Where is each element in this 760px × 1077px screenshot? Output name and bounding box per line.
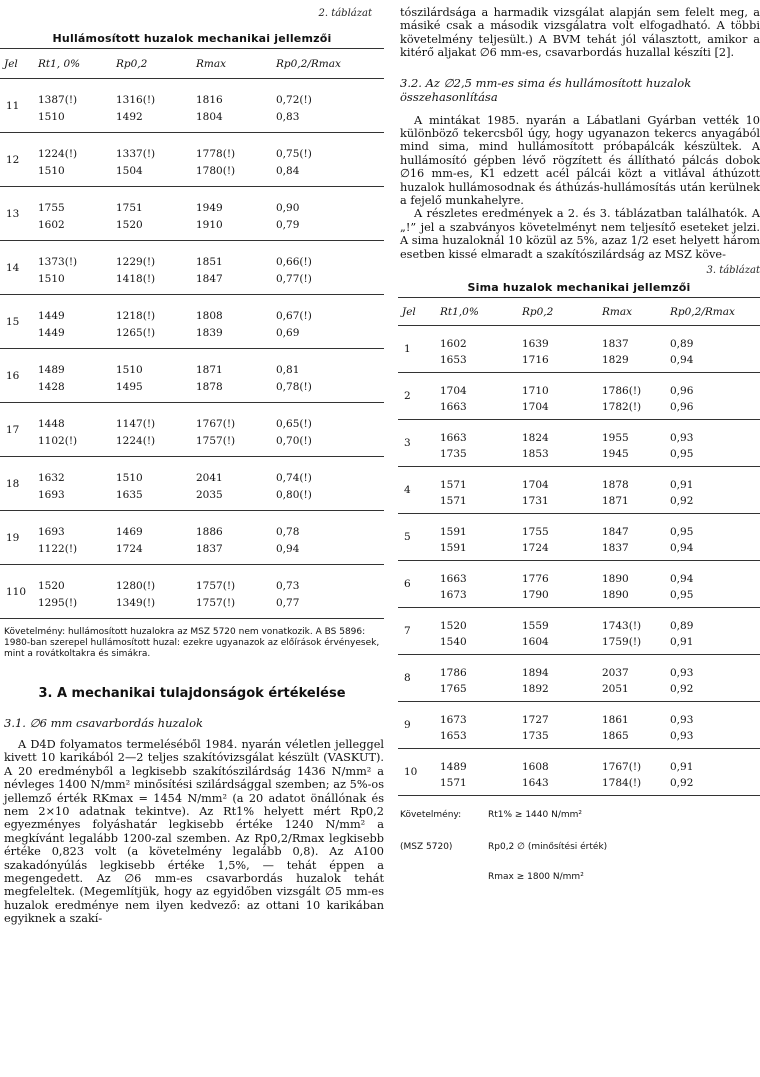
table-row [398,326,760,352]
table-cell: 0,90 [276,201,300,214]
table-cell: 0,94 [666,540,760,561]
table-cell: 1653 [436,728,518,749]
table-cell: 0,66(!) [276,255,312,268]
table-row [398,540,760,561]
table-cell: 1786 [440,666,467,679]
table-cell: 1510 [34,271,112,295]
table-cell: 1540 [436,634,518,655]
table-cell: 1878 [602,478,629,491]
table-row [398,514,760,540]
table-cell: 0,74(!) [276,471,312,484]
table-row [398,352,760,373]
table-cell: 1727 [522,713,549,726]
table-cell: 1871 [196,363,223,376]
table-row [398,608,760,634]
table2-header-rmax: Rmax [192,49,272,79]
table-cell: 1635 [112,487,192,511]
req-standard: (MSZ 5720) [400,842,453,853]
table-row [398,749,760,775]
table-cell: 1837 [598,540,666,561]
table-cell: 1295(!) [34,595,112,619]
table-cell: 1122(!) [34,541,112,565]
table-row [0,295,384,325]
left-column [0,0,384,926]
table3-header-ratio: Rp0,2/Rmax [666,298,760,326]
table-cell: 1373(!) [38,255,78,268]
table-cell: 1767(!) [602,760,642,773]
row-jel: 7 [398,608,436,655]
table-cell: 1489 [38,363,65,376]
table-row [0,565,384,595]
section-heading: 3. A mechanikai tulajdonságok értékelése [38,686,346,701]
table-cell: 1804 [192,109,272,133]
table-cell: 1759(!) [598,634,666,655]
table-cell: 0,70(!) [272,433,384,457]
table-cell: 0,77(!) [272,271,384,295]
table-cell: 1218(!) [116,309,156,322]
table-cell: 0,78 [276,525,300,538]
table-cell: 2051 [598,681,666,702]
table-cell: 0,93 [670,666,694,679]
table-row [0,79,384,109]
table3-requirements [398,808,760,896]
table-cell: 1520 [38,579,65,592]
table-cell: 1892 [518,681,598,702]
table-cell: 1776 [522,572,549,585]
table-cell: 0,92 [666,681,760,702]
table3-header-row [398,298,760,326]
row-jel: 11 [0,79,34,133]
table-row [0,457,384,487]
paragraph-3-2b: A részletes eredmények a 2. és 3. táblázatban találhatók. A „!” jel a szabványos követelményt nem teljesítő eseteket jelzi. A sima huzaloknál 10 közül az 5%, azaz 1/2 eset helyett három esetben kissé elmaradt a szakítószilárdság az MSZ köve- [400,207,760,261]
table-cell: 1743(!) [602,619,642,632]
table-cell: 1724 [518,540,598,561]
table-cell: 1449 [34,325,112,349]
table-cell: 1387(!) [38,93,78,106]
table-cell: 1790 [518,587,598,608]
table-cell: 1280(!) [116,579,156,592]
table-cell: 1602 [34,217,112,241]
table-cell: 1778(!) [196,147,236,160]
table-cell: 1861 [602,713,629,726]
table3-header-jel: Jel [398,298,436,326]
table-cell: 1847 [192,271,272,295]
table2-header-row [0,49,384,79]
table-cell: 2041 [196,471,223,484]
table-cell: 1757(!) [192,433,272,457]
table-cell: 0,81 [276,363,300,376]
table2-header-rt: Rt1, 0% [34,49,112,79]
table-cell: 0,93 [670,431,694,444]
table-cell: 0,92 [666,493,760,514]
table-row [398,373,760,399]
table-cell: 1643 [518,775,598,796]
table-cell: 1755 [522,525,549,538]
table-row [398,775,760,796]
table-cell: 1890 [598,587,666,608]
table-cell: 1510 [116,363,143,376]
table3-header-rt: Rt1,0% [436,298,518,326]
table-cell: 1639 [522,337,549,350]
table-cell: 1229(!) [116,255,156,268]
table-cell: 2035 [192,487,272,511]
table-row [0,241,384,271]
table3-title: Sima huzalok mechanikai jellemzői [467,281,691,295]
table-row [398,681,760,702]
table-cell: 1878 [192,379,272,403]
table2-number: 2. táblázat [318,8,372,19]
table-cell: 1784(!) [598,775,666,796]
table-cell: 0,79 [272,217,384,241]
row-jel: 4 [398,467,436,514]
table-cell: 0,91 [670,478,694,491]
table-cell: 0,84 [272,163,384,187]
table-row [0,187,384,217]
table-cell: 1418(!) [112,271,192,295]
table-cell: 1510 [34,163,112,187]
table-cell: 1731 [518,493,598,514]
table-cell: 1910 [192,217,272,241]
table-cell: 1780(!) [192,163,272,187]
table-cell: 1653 [436,352,518,373]
table-cell: 0,65(!) [276,417,312,430]
table-cell: 1316(!) [116,93,156,106]
table-cell: 1102(!) [34,433,112,457]
table2-title: Hullámosított huzalok mechanikai jellemzői [52,32,332,45]
table-row [398,728,760,749]
table-cell: 1765 [436,681,518,702]
table-cell: 0,72(!) [276,93,312,106]
table3-header-rmax: Rmax [598,298,666,326]
table-cell: 1492 [112,109,192,133]
table-cell: 1510 [116,471,143,484]
row-jel: 5 [398,514,436,561]
row-jel: 9 [398,702,436,749]
row-jel: 16 [0,349,34,403]
table-cell: 1489 [440,760,467,773]
table-cell: 1847 [602,525,629,538]
table-cell: 1602 [440,337,467,350]
row-jel: 8 [398,655,436,702]
table-cell: 0,78(!) [272,379,384,403]
table-cell: 1704 [522,478,549,491]
table-row [0,163,384,187]
table3-header-rp: Rp0,2 [518,298,598,326]
table-cell: 1591 [436,540,518,561]
table-cell: 1448 [38,417,65,430]
table-cell: 1839 [192,325,272,349]
table-cell: 0,83 [272,109,384,133]
table-row [398,493,760,514]
table-cell: 1693 [34,487,112,511]
paragraph-3-2a: A mintákat 1985. nyarán a Lábatlani Gyárban vették 10 különböző tekercsből úgy, hogy ugyanazon tekercs anyagából mind sima, mind hullámosított próbapálcák készültek. A hullámosító gépben lévő rögzített és állítható pálcás dobok ∅16 mm-es, K1 edzett acél pálcái közt a vitlával áthúzott huzalok hullámosodnak és áthúzás-hullámosítás után kerülnek a fejelő munkahelyre. [400,113,760,208]
table-cell: 0,75(!) [276,147,312,160]
table-cell: 1816 [196,93,223,106]
row-jel: 19 [0,511,34,565]
table-cell: 1886 [196,525,223,538]
table-cell: 1663 [440,431,467,444]
table-cell: 1786(!) [602,384,642,397]
table-cell: 1449 [38,309,65,322]
table-cell: 0,96 [666,399,760,420]
table-cell: 1751 [116,201,143,214]
paragraph-3-1: A D4D folyamatos termeléséből 1984. nyarán véletlen jelleggel kivett 10 karikából 2—2 teljes szakítóvizsgálat készült (VASKUT). A 20 eredményből a legkisebb szakítószilárdság 1436 N/mm² a névleges 1400 N/mm² minősítési szilárdsággal szemben; az 5%-os jellemző érték RKmax = 1454 N/mm² (a 20 adatot önállónak és nem 2×10 adatnak tekintve). Az Rt1% helyett mért Rp0,2 egyezményes folyáshatár legkisebb értéke 1240 N/mm² a megkívánt legalább 1200-zal szemben. Az Rp0,2/Rmax legkisebb értéke 0,823 volt (a követelmény legalább 0,8). Az A100 szakadónyúlás legkisebb értéke 1,5%, — tehát éppen a megengedett. Az ∅6 mm-es csavarbordás huzalok tehát megfeleltek. (Megemlítjük, hogy az egyidőben vizsgált ∅5 mm-es huzalok eredménye nem ilyen kedvező: az ottani 10 karikában egyiknek a szakí- [4,738,384,926]
table-cell: 1591 [440,525,467,538]
table-cell: 1782(!) [598,399,666,420]
table-cell: 1955 [602,431,629,444]
table-cell: 1871 [598,493,666,514]
table-row [0,511,384,541]
row-jel: 15 [0,295,34,349]
table-cell: 1808 [196,309,223,322]
subsection-heading-3-1: 3.1. ∅6 mm csavarbordás huzalok [4,716,203,730]
table-cell: 0,96 [670,384,694,397]
table3 [398,297,760,796]
table-row [0,271,384,295]
table2-header-jel: Jel [0,49,34,79]
table-cell: 1224(!) [112,433,192,457]
table-cell: 0,73 [276,579,300,592]
table-row [0,379,384,403]
table-cell: 1147(!) [116,417,156,430]
table-row [398,561,760,587]
table2-note: Követelmény: hullámosított huzalokra az MSZ 5720 nem vonatkozik. A BS 5896: 1980-ban szerepel hullámosított huzal: ezekre ugyanazok az előírások érvényesek, mint a rovátkoltakra és simákra. [4,627,380,659]
table-cell: 1829 [598,352,666,373]
table-cell: 1865 [598,728,666,749]
table-cell: 1673 [436,587,518,608]
table-row [398,587,760,608]
table-cell: 1504 [112,163,192,187]
table-cell: 0,92 [666,775,760,796]
table-cell: 1510 [34,109,112,133]
table-row [398,655,760,681]
table-cell: 1663 [436,399,518,420]
table-cell: 0,95 [670,525,694,538]
table-row [0,403,384,433]
row-jel: 6 [398,561,436,608]
table-cell: 0,95 [666,587,760,608]
table2-header-rp: Rp0,2 [112,49,192,79]
table-cell: 1265(!) [112,325,192,349]
table-cell: 0,95 [666,446,760,467]
table-row [0,349,384,379]
row-jel: 10 [398,749,436,796]
table-cell: 1851 [196,255,223,268]
table-cell: 1894 [522,666,549,679]
table-cell: 1755 [38,201,65,214]
table-cell: 1704 [440,384,467,397]
table-row [398,467,760,493]
table-cell: 0,94 [666,352,760,373]
table-row [0,133,384,163]
table-cell: 0,91 [666,634,760,655]
table-cell: 1767(!) [196,417,236,430]
table2 [0,48,384,619]
table-row [398,446,760,467]
table-cell: 1757(!) [196,579,236,592]
table-cell: 1349(!) [112,595,192,619]
table-row [398,420,760,446]
row-jel: 1 [398,326,436,373]
table-row [0,109,384,133]
table-row [0,541,384,565]
row-jel: 2 [398,373,436,420]
table-cell: 0,93 [666,728,760,749]
table-cell: 0,67(!) [276,309,312,322]
table-cell: 1890 [602,572,629,585]
table-cell: 1757(!) [192,595,272,619]
row-jel: 3 [398,420,436,467]
table-cell: 1716 [518,352,598,373]
req-rp: Rp0,2 ∅ (minősítési érték) [488,842,608,853]
table-cell: 1559 [522,619,549,632]
row-jel: 18 [0,457,34,511]
row-jel: 14 [0,241,34,295]
table-cell: 1571 [440,478,467,491]
table-cell: 1735 [518,728,598,749]
table-cell: 0,94 [272,541,384,565]
table-cell: 1428 [34,379,112,403]
table-row [0,487,384,511]
table-cell: 1604 [518,634,598,655]
table-cell: 1469 [116,525,143,538]
table-cell: 0,77 [272,595,384,619]
table-cell: 1945 [598,446,666,467]
table-cell: 1710 [522,384,549,397]
req-rmax: Rmax ≥ 1800 N/mm² [488,872,584,883]
req-label: Követelmény: [400,810,462,821]
table-cell: 1571 [436,493,518,514]
table-cell: 1837 [192,541,272,565]
table-cell: 0,94 [670,572,694,585]
row-jel: 13 [0,187,34,241]
table-cell: 1837 [602,337,629,350]
table-cell: 1224(!) [38,147,78,160]
row-jel: 12 [0,133,34,187]
right-column [398,0,760,896]
table-cell: 1632 [38,471,65,484]
table-cell: 1571 [436,775,518,796]
table-cell: 2037 [602,666,629,679]
req-rt: Rt1% ≥ 1440 N/mm² [488,810,582,821]
table-cell: 0,69 [272,325,384,349]
table-cell: 1608 [522,760,549,773]
paragraph-3-1-continued: tószilárdsága a harmadik vizsgálat alapján sem felelt meg, a másiké csak a második vizsgálatra volt elfogadható. A többi követelmény teljesült.) A BVM tehát jól választott, amikor a kitérő aljakat ∅6 mm-es, csavarbordás huzallal készíti [2]. [400,6,760,60]
table-cell: 1704 [518,399,598,420]
table-cell: 1824 [522,431,549,444]
table-row [398,399,760,420]
table-row [0,595,384,619]
table-cell: 0,89 [670,619,694,632]
table-cell: 1495 [112,379,192,403]
table-cell: 1337(!) [116,147,156,160]
table-cell: 0,80(!) [272,487,384,511]
table-row [398,634,760,655]
table-cell: 1853 [518,446,598,467]
row-jel: 110 [0,565,34,619]
table3-number: 3. táblázat [706,265,760,277]
table-row [398,702,760,728]
table-row [0,325,384,349]
table-cell: 1735 [436,446,518,467]
table-cell: 1949 [196,201,223,214]
table-row [0,433,384,457]
row-jel: 17 [0,403,34,457]
table-cell: 0,91 [670,760,694,773]
table-cell: 0,89 [670,337,694,350]
table-cell: 1693 [38,525,65,538]
table-cell: 1663 [440,572,467,585]
table-cell: 0,93 [670,713,694,726]
subsection-heading-3-2: 3.2. Az ∅2,5 mm-es sima és hullámosított huzalok összehasonlítása [400,75,692,104]
table2-header-ratio: Rp0,2/Rmax [272,49,384,79]
table-cell: 1520 [112,217,192,241]
table-row [0,217,384,241]
table-cell: 1724 [112,541,192,565]
table-cell: 1520 [440,619,467,632]
table-cell: 1673 [440,713,467,726]
